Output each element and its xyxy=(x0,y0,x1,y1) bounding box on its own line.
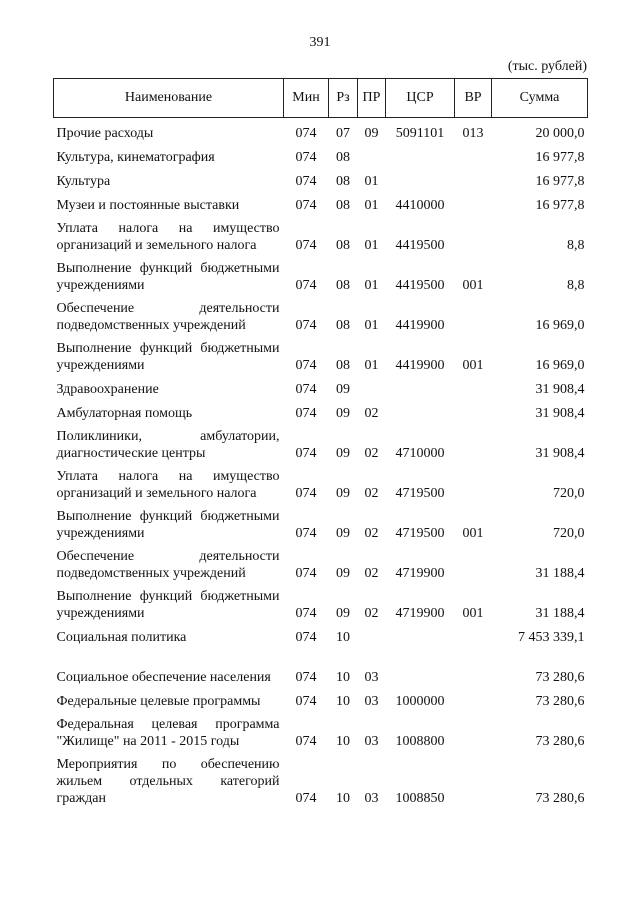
row-csr: 1008800 xyxy=(395,734,445,749)
row-sum: 31 908,4 xyxy=(535,446,585,461)
row-name: Мероприятия по обеспечению жильем отдельных категорий граждан xyxy=(56,757,280,806)
table-row xyxy=(54,374,588,398)
row-vr: 001 xyxy=(462,358,484,373)
row-csr xyxy=(386,374,455,398)
row-csr: 4710000 xyxy=(395,446,445,461)
row-pr: 01 xyxy=(364,358,379,373)
header-pr: ПР xyxy=(358,79,386,118)
row-vr xyxy=(455,622,492,646)
row-name: Культура xyxy=(56,174,111,189)
row-vr xyxy=(455,294,492,334)
table-row xyxy=(54,118,588,143)
row-vr xyxy=(455,422,492,462)
table-header-row xyxy=(54,79,588,118)
row-csr: 4719500 xyxy=(395,486,445,501)
row-pr: 02 xyxy=(364,606,379,621)
row-vr xyxy=(455,374,492,398)
row-vr xyxy=(455,166,492,190)
table-row xyxy=(54,582,588,622)
row-csr xyxy=(386,166,455,190)
row-sum: 720,0 xyxy=(553,526,585,541)
row-sum: 16 977,8 xyxy=(535,174,585,189)
row-min: 074 xyxy=(295,150,317,165)
row-min: 074 xyxy=(295,358,317,373)
row-min: 074 xyxy=(295,126,317,141)
row-name: Уплата налога на имущество организаций и земельного налога xyxy=(56,469,280,501)
row-min: 074 xyxy=(295,566,317,581)
row-vr xyxy=(455,646,492,686)
row-csr xyxy=(386,398,455,422)
row-rz: 09 xyxy=(336,606,350,621)
row-pr: 02 xyxy=(364,526,379,541)
row-pr: 01 xyxy=(364,174,379,189)
row-name: Федеральная целевая программа "Жилище" на 2011 - 2015 годы xyxy=(56,717,280,749)
row-pr: 03 xyxy=(364,791,379,806)
row-min: 074 xyxy=(295,278,317,293)
row-rz: 10 xyxy=(336,630,350,645)
row-rz: 09 xyxy=(336,446,350,461)
row-vr xyxy=(455,542,492,582)
header-sum: Сумма xyxy=(492,79,588,118)
row-rz: 08 xyxy=(336,150,350,165)
row-pr: 01 xyxy=(364,318,379,333)
row-sum: 31 908,4 xyxy=(535,382,585,397)
row-pr xyxy=(358,142,386,166)
row-min: 074 xyxy=(295,670,317,685)
table-row xyxy=(54,686,588,710)
row-rz: 08 xyxy=(336,238,350,253)
row-csr: 4419900 xyxy=(395,358,445,373)
table-row xyxy=(54,190,588,214)
row-name: Музеи и постоянные выставки xyxy=(56,198,240,213)
table-row xyxy=(54,334,588,374)
table-row xyxy=(54,622,588,646)
row-rz: 08 xyxy=(336,278,350,293)
row-sum: 20 000,0 xyxy=(535,126,585,141)
table-row xyxy=(54,398,588,422)
row-sum: 16 969,0 xyxy=(535,358,585,373)
row-min: 074 xyxy=(295,734,317,749)
header-vr: ВР xyxy=(455,79,492,118)
row-min: 074 xyxy=(295,382,317,397)
table-row xyxy=(54,542,588,582)
row-min: 074 xyxy=(295,174,317,189)
row-vr xyxy=(455,214,492,254)
row-min: 074 xyxy=(295,526,317,541)
row-pr: 02 xyxy=(364,446,379,461)
table-row xyxy=(54,214,588,254)
row-sum: 7 453 339,1 xyxy=(518,630,585,645)
row-min: 074 xyxy=(295,694,317,709)
row-pr: 09 xyxy=(364,126,379,141)
row-pr xyxy=(358,374,386,398)
row-sum: 16 977,8 xyxy=(535,150,585,165)
header-csr: ЦСР xyxy=(386,79,455,118)
row-rz: 10 xyxy=(336,791,350,806)
row-vr xyxy=(455,710,492,750)
units-note: (тыс. рублей) xyxy=(507,59,587,74)
row-vr xyxy=(455,398,492,422)
row-sum: 73 280,6 xyxy=(535,670,585,685)
row-name: Выполнение функций бюджетными учреждениями xyxy=(56,261,280,293)
row-pr: 03 xyxy=(364,694,379,709)
row-name: Прочие расходы xyxy=(56,126,154,141)
row-csr: 1000000 xyxy=(395,694,445,709)
page-number: 391 xyxy=(309,35,331,50)
row-vr: 013 xyxy=(462,126,484,141)
table-row xyxy=(54,422,588,462)
header-rz: Рз xyxy=(329,79,358,118)
row-name: Здравоохранение xyxy=(56,382,159,397)
row-csr: 4419900 xyxy=(395,318,445,333)
header-name: Наименование xyxy=(54,79,284,118)
row-sum: 31 188,4 xyxy=(535,606,585,621)
table-row xyxy=(54,166,588,190)
row-sum: 720,0 xyxy=(553,486,585,501)
row-name: Выполнение функций бюджетными учреждениями xyxy=(56,341,280,373)
row-min: 074 xyxy=(295,406,317,421)
row-rz: 08 xyxy=(336,198,350,213)
row-rz: 08 xyxy=(336,318,350,333)
row-csr: 4719900 xyxy=(395,566,445,581)
table-row xyxy=(54,294,588,334)
row-name: Обеспечение деятельности подведомственных учреждений xyxy=(56,549,280,581)
row-csr: 1008850 xyxy=(395,791,445,806)
row-min: 074 xyxy=(295,791,317,806)
row-rz: 10 xyxy=(336,694,350,709)
table-row xyxy=(54,646,588,686)
row-name: Выполнение функций бюджетными учреждениями xyxy=(56,509,280,541)
row-csr: 4419500 xyxy=(395,278,445,293)
row-min: 074 xyxy=(295,486,317,501)
row-pr: 01 xyxy=(364,198,379,213)
row-vr: 001 xyxy=(462,526,484,541)
row-rz: 09 xyxy=(336,382,350,397)
row-pr: 02 xyxy=(364,406,379,421)
row-rz: 09 xyxy=(336,486,350,501)
row-name: Социальное обеспечение населения xyxy=(56,670,271,685)
row-name: Амбулаторная помощь xyxy=(56,406,193,421)
row-vr xyxy=(455,142,492,166)
row-rz: 09 xyxy=(336,526,350,541)
table-row xyxy=(54,750,588,807)
row-min: 074 xyxy=(295,198,317,213)
table-row xyxy=(54,142,588,166)
row-sum: 73 280,6 xyxy=(535,791,585,806)
row-pr: 01 xyxy=(364,238,379,253)
row-name: Культура, кинематография xyxy=(56,150,215,165)
row-min: 074 xyxy=(295,318,317,333)
row-rz: 07 xyxy=(336,126,350,141)
row-pr: 01 xyxy=(364,278,379,293)
row-vr: 001 xyxy=(462,606,484,621)
row-sum: 8,8 xyxy=(567,238,585,253)
row-vr: 001 xyxy=(462,278,484,293)
row-min: 074 xyxy=(295,238,317,253)
row-name: Выполнение функций бюджетными учреждениями xyxy=(56,589,280,621)
row-sum: 31 188,4 xyxy=(535,566,585,581)
row-csr: 5091101 xyxy=(395,126,445,141)
row-pr: 03 xyxy=(364,734,379,749)
row-sum: 16 969,0 xyxy=(535,318,585,333)
header-min: Мин xyxy=(284,79,329,118)
table-row xyxy=(54,254,588,294)
row-pr xyxy=(358,622,386,646)
row-vr xyxy=(455,190,492,214)
row-rz: 09 xyxy=(336,566,350,581)
row-csr xyxy=(386,622,455,646)
row-min: 074 xyxy=(295,630,317,645)
row-name: Федеральные целевые программы xyxy=(56,694,261,709)
row-pr: 02 xyxy=(364,486,379,501)
row-sum: 31 908,4 xyxy=(535,406,585,421)
row-rz: 08 xyxy=(336,174,350,189)
table-row xyxy=(54,502,588,542)
row-rz: 09 xyxy=(336,406,350,421)
row-vr xyxy=(455,750,492,807)
table-row xyxy=(54,710,588,750)
row-vr xyxy=(455,462,492,502)
row-rz: 08 xyxy=(336,358,350,373)
row-sum: 73 280,6 xyxy=(535,694,585,709)
row-csr: 4719900 xyxy=(395,606,445,621)
row-csr: 4419500 xyxy=(395,238,445,253)
row-min: 074 xyxy=(295,606,317,621)
row-min: 074 xyxy=(295,446,317,461)
row-name: Уплата налога на имущество организаций и земельного налога xyxy=(56,221,280,253)
row-name: Обеспечение деятельности подведомственных учреждений xyxy=(56,301,280,333)
budget-table xyxy=(53,78,588,807)
row-csr xyxy=(386,646,455,686)
row-rz: 10 xyxy=(336,670,350,685)
table-row xyxy=(54,462,588,502)
row-sum: 73 280,6 xyxy=(535,734,585,749)
row-name: Социальная политика xyxy=(56,630,187,645)
row-name: Поликлиники, амбулатории, диагностические центры xyxy=(56,429,280,461)
row-vr xyxy=(455,686,492,710)
row-csr: 4719500 xyxy=(395,526,445,541)
row-csr: 4410000 xyxy=(395,198,445,213)
row-sum: 16 977,8 xyxy=(535,198,585,213)
row-rz: 10 xyxy=(336,734,350,749)
row-pr: 03 xyxy=(364,670,379,685)
row-pr: 02 xyxy=(364,566,379,581)
row-sum: 8,8 xyxy=(567,278,585,293)
row-csr xyxy=(386,142,455,166)
